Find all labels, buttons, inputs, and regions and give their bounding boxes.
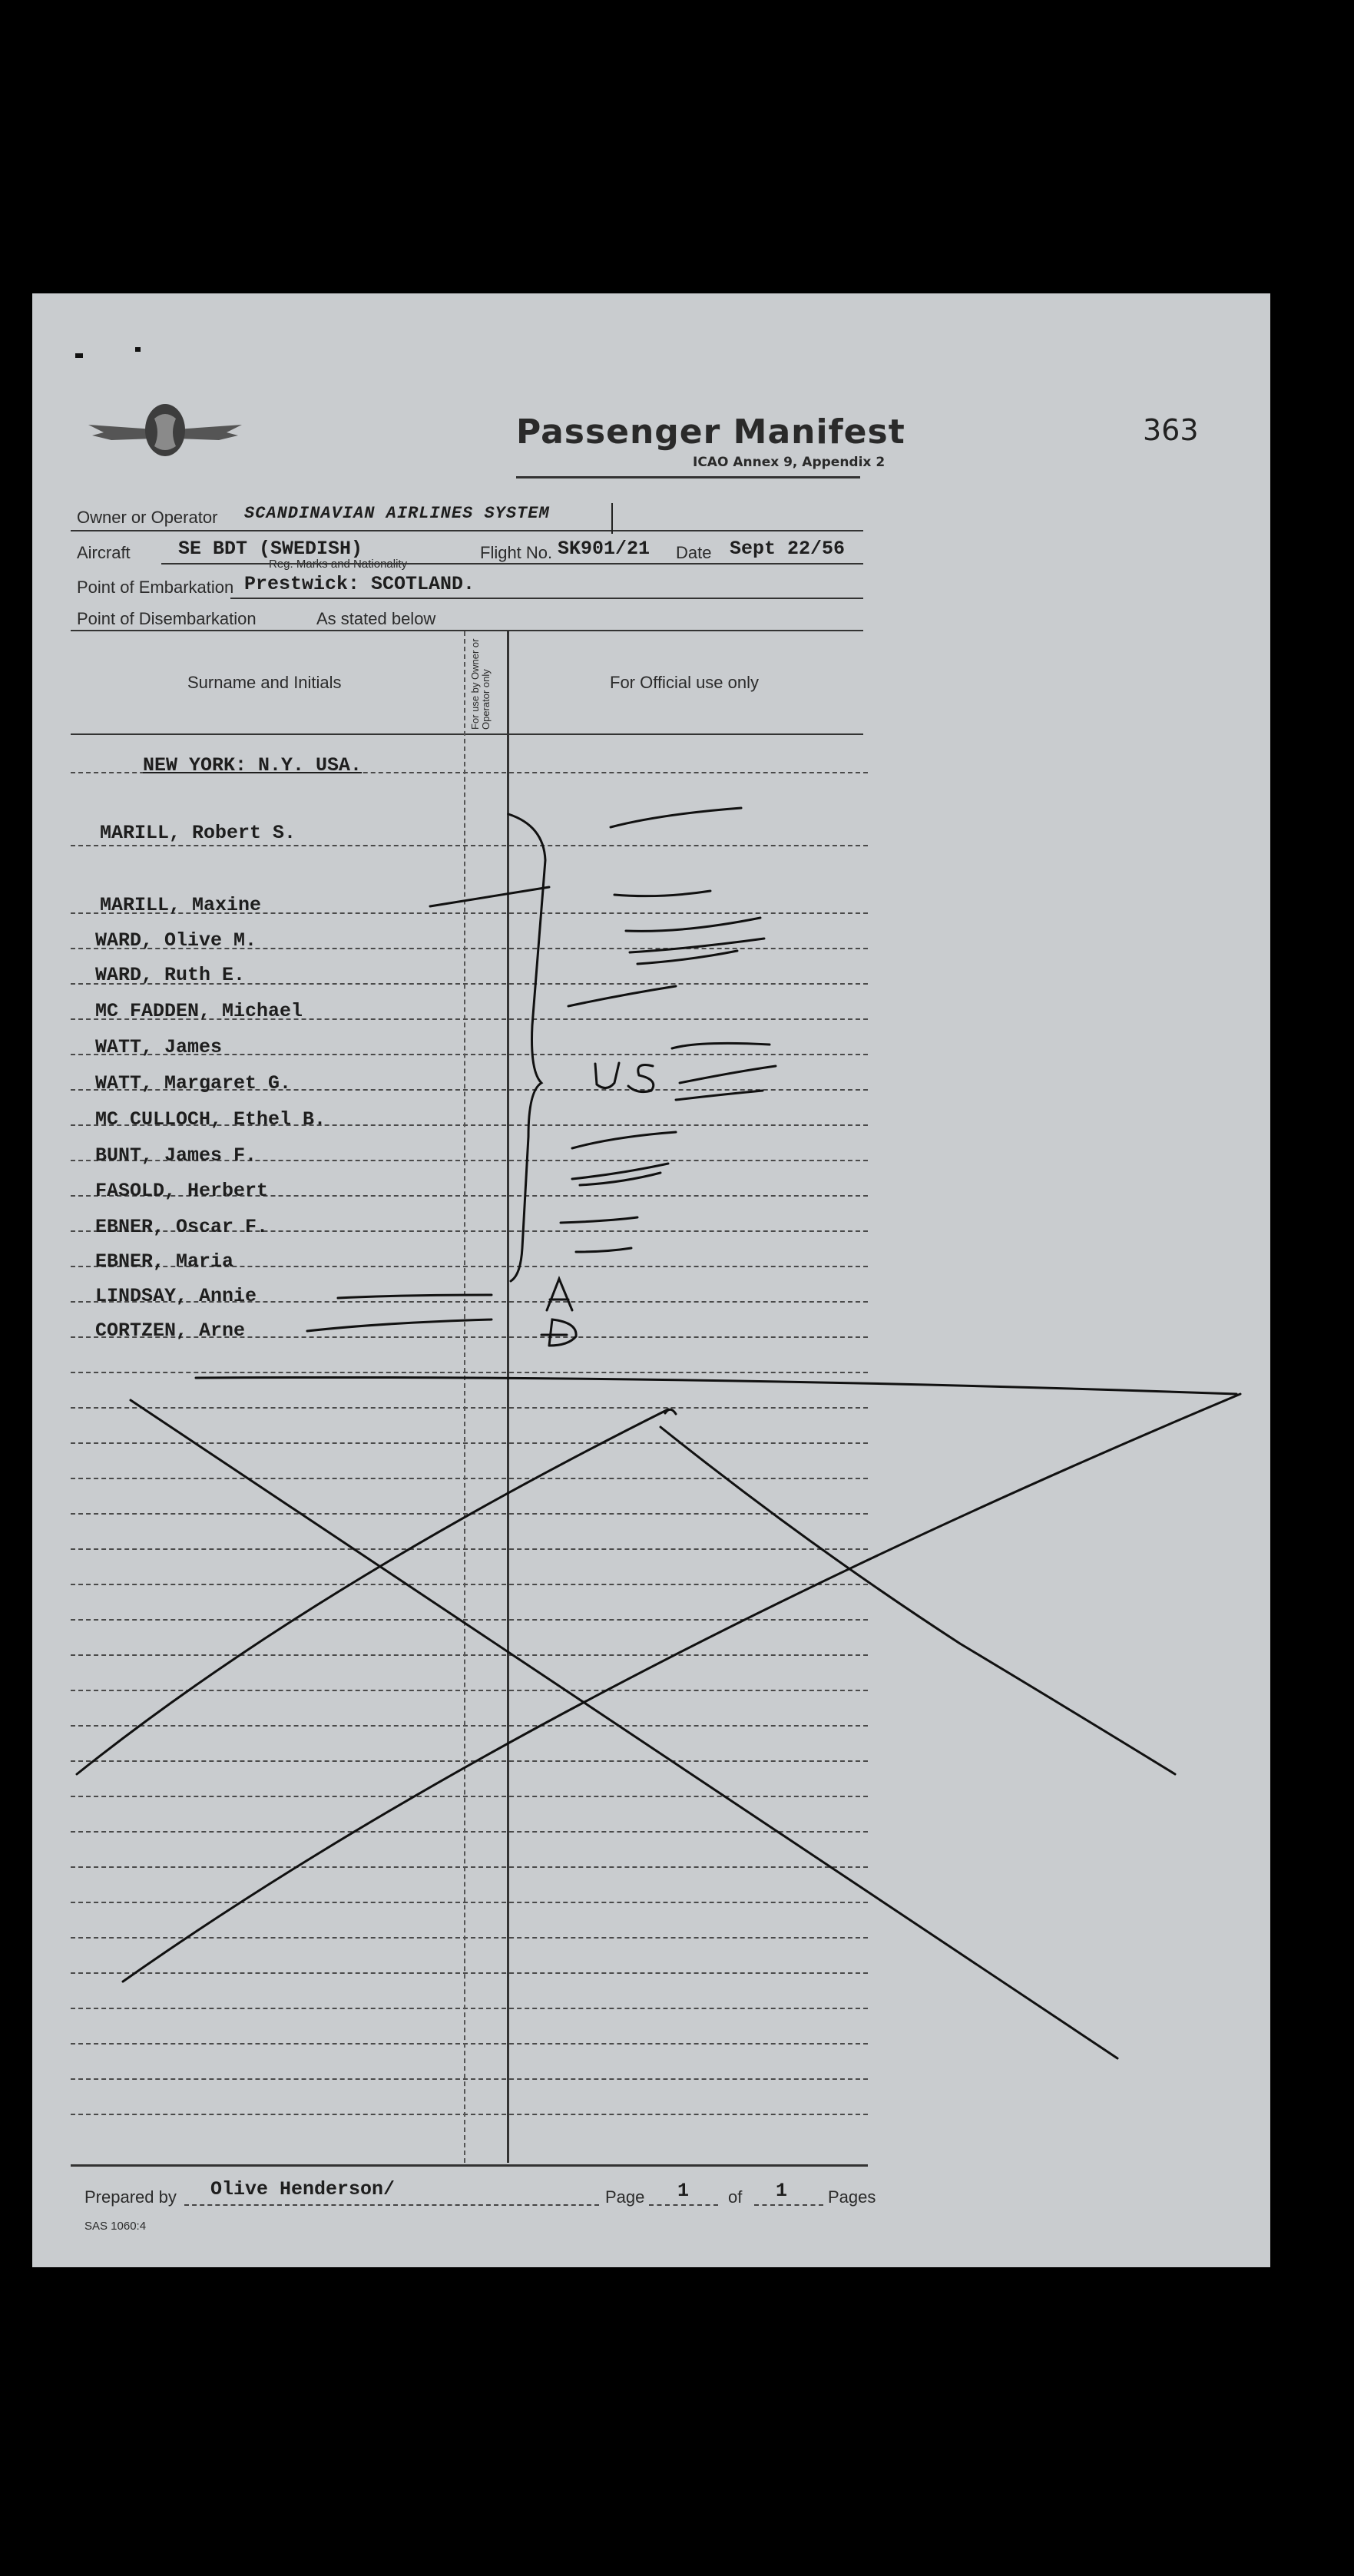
- owner-label: Owner or Operator: [77, 508, 218, 527]
- pages-label: Pages: [828, 2187, 876, 2207]
- embark-value: Prestwick: SCOTLAND.: [244, 573, 475, 595]
- passenger-name: WATT, James: [95, 1036, 223, 1058]
- page-stamp-number: 363: [1143, 413, 1199, 447]
- passenger-name: LINDSAY, Annie: [95, 1285, 257, 1307]
- flight-value: SK901/21: [558, 538, 651, 560]
- page-label: Page: [605, 2187, 645, 2207]
- passenger-name: MC FADDEN, Michael: [95, 1000, 303, 1022]
- disembark-label: Point of Disembarkation: [77, 609, 257, 628]
- owner-value: SCANDINAVIAN AIRLINES SYSTEM: [244, 504, 550, 523]
- form-code: SAS 1060:4: [84, 2220, 147, 2233]
- page-line: [649, 2204, 718, 2206]
- footer-top-line: [71, 2164, 868, 2167]
- flight-label: Flight No.: [480, 543, 553, 562]
- destination-heading: NEW YORK: N.Y. USA.: [143, 754, 363, 776]
- date-value: Sept 22/56: [730, 538, 846, 560]
- of-line: [754, 2204, 823, 2206]
- prepared-label: Prepared by: [84, 2187, 177, 2207]
- aircraft-value: SE BDT (SWEDISH): [178, 538, 363, 560]
- col-header-names: Surname and Initials: [187, 673, 342, 692]
- passenger-name: WARD, Ruth E.: [95, 964, 246, 986]
- col-header-owner: For use by Owner or Operator only: [469, 638, 492, 730]
- prepared-value: Olive Henderson/: [210, 2178, 396, 2200]
- of-label: of: [728, 2187, 743, 2207]
- prepared-line: [184, 2204, 599, 2206]
- passenger-name: CORTZEN, Arne: [95, 1319, 246, 1342]
- date-label: Date: [676, 543, 712, 562]
- passenger-name: MC CULLOCH, Ethel B.: [95, 1108, 326, 1131]
- passenger-name: EBNER, Maria: [95, 1250, 234, 1273]
- passenger-name: FASOLD, Herbert: [95, 1180, 269, 1202]
- passenger-name: BUNT, James F.: [95, 1144, 257, 1167]
- passenger-name: EBNER, Oscar F.: [95, 1216, 269, 1238]
- disembark-value: As stated below: [316, 609, 436, 628]
- scan-speck: [135, 347, 141, 352]
- page-value: 1: [677, 2180, 690, 2202]
- passenger-name: MARILL, Maxine: [100, 894, 262, 916]
- form-subtitle: ICAO Annex 9, Appendix 2: [693, 455, 886, 470]
- passenger-name: WATT, Margaret G.: [95, 1072, 292, 1094]
- col-header-official: For Official use only: [610, 673, 760, 692]
- passenger-name: WARD, Olive M.: [95, 929, 257, 952]
- aircraft-label: Aircraft: [77, 543, 131, 562]
- of-value: 1: [776, 2180, 788, 2202]
- scan-speck: [75, 353, 83, 358]
- aircraft-sublabel: Reg. Marks and Nationality: [269, 558, 408, 571]
- passenger-name: MARILL, Robert S.: [100, 822, 296, 844]
- form-title: Passenger Manifest: [516, 412, 905, 452]
- embark-label: Point of Embarkation: [77, 578, 234, 597]
